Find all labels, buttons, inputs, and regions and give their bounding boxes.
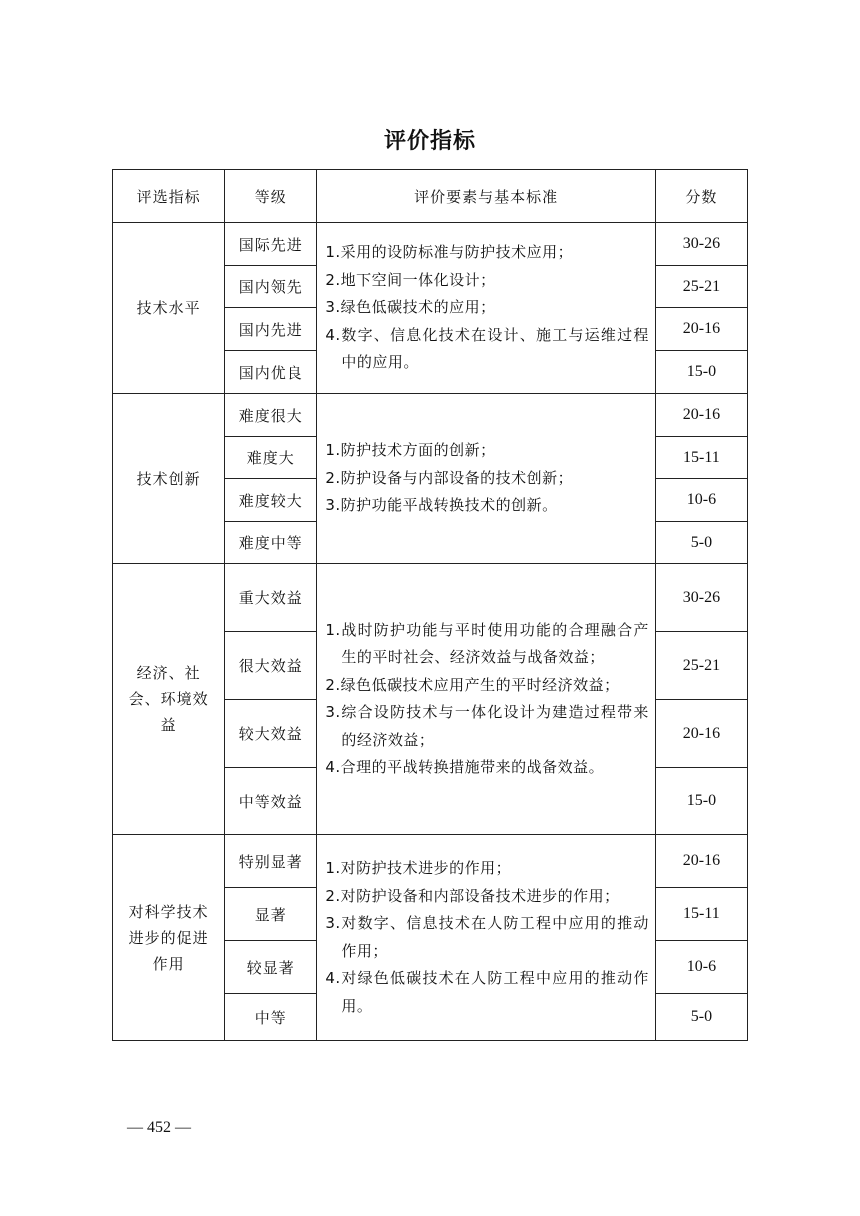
category-cell-technical-level: 技术水平 [113, 223, 225, 394]
level-cell: 重大效益 [225, 564, 317, 632]
header-category: 评选指标 [113, 170, 225, 223]
table-row [113, 223, 748, 266]
table-row [113, 394, 748, 437]
level-cell: 较显著 [225, 941, 317, 994]
criteria-item: 1.对防护技术进步的作用； [325, 859, 512, 877]
header-level: 等级 [225, 170, 317, 223]
level-cell: 难度较大 [225, 479, 317, 522]
criteria-item: 3.对数字、信息技术在人防工程中应用的推动作用； [325, 914, 649, 960]
level-cell: 难度很大 [225, 394, 317, 437]
level-cell: 特别显著 [225, 835, 317, 888]
score-cell: 20-16 [655, 835, 747, 888]
header-score: 分数 [655, 170, 747, 223]
criteria-item: 1.防护技术方面的创新； [325, 441, 496, 460]
level-cell: 难度中等 [225, 522, 317, 564]
evaluation-table [112, 169, 748, 1041]
criteria-item: 1.采用的设防标准与防护技术应用； [325, 243, 574, 262]
level-cell: 难度大 [225, 437, 317, 479]
criteria-item: 2.地下空间一体化设计； [325, 270, 496, 289]
page-title: 评价指标 [383, 129, 476, 154]
criteria-item: 3.防护功能平战转换技术的创新。 [325, 496, 558, 515]
criteria-item: 3.综合设防技术与一体化设计为建造过程带来的经济效益； [325, 703, 649, 749]
level-cell: 较大效益 [225, 700, 317, 768]
criteria-item: 4.合理的平战转换措施带来的战备效益。 [325, 758, 605, 776]
score-cell: 20-16 [655, 308, 747, 351]
level-cell: 中等 [225, 994, 317, 1041]
level-cell: 显著 [225, 888, 317, 941]
category-cell-progress: 对科学技术进步的促进作用 [113, 835, 225, 1041]
criteria-item: 4.数字、信息化技术在设计、施工与运维过程中的应用。 [325, 325, 649, 372]
score-cell: 10-6 [655, 479, 747, 522]
criteria-item: 2.对防护设备和内部设备技术进步的作用； [325, 886, 620, 905]
level-cell: 国内先进 [225, 308, 317, 351]
category-cell-technical-innovation: 技术创新 [113, 394, 225, 564]
level-cell: 国际先进 [225, 223, 317, 266]
table-row [113, 835, 748, 888]
criteria-cell-technical-innovation [317, 394, 656, 564]
level-cell: 国内领先 [225, 266, 317, 308]
score-cell: 20-16 [655, 394, 747, 437]
score-cell: 25-21 [655, 632, 747, 700]
criteria-item: 2.绿色低碳技术应用产生的平时经济效益； [325, 675, 620, 694]
score-cell: 20-16 [655, 700, 747, 768]
criteria-cell-benefits [317, 564, 656, 835]
score-cell: 25-21 [655, 266, 747, 308]
criteria-item: 2.防护设备与内部设备的技术创新； [325, 468, 574, 487]
criteria-cell-progress [317, 835, 656, 1041]
score-cell: 5-0 [655, 994, 747, 1041]
level-cell: 中等效益 [225, 768, 317, 835]
category-cell-benefits: 经济、社会、环境效益 [113, 564, 225, 835]
page-number: — 452 — [127, 1119, 191, 1136]
criteria-item: 3.绿色低碳技术的应用； [325, 298, 496, 317]
score-cell: 30-26 [655, 223, 747, 266]
score-cell: 30-26 [655, 564, 747, 632]
score-cell: 15-11 [655, 437, 747, 479]
score-cell: 5-0 [655, 522, 747, 564]
table-header-row [113, 170, 748, 223]
score-cell: 15-11 [655, 888, 747, 941]
criteria-item: 1.战时防护功能与平时使用功能的合理融合产生的平时社会、经济效益与战备效益； [325, 620, 649, 666]
score-cell: 10-6 [655, 941, 747, 994]
level-cell: 很大效益 [225, 632, 317, 700]
level-cell: 国内优良 [225, 351, 317, 394]
score-cell: 15-0 [655, 768, 747, 835]
criteria-cell-technical-level [317, 223, 656, 394]
table-row [113, 564, 748, 632]
score-cell: 15-0 [655, 351, 747, 394]
criteria-item: 4.对绿色低碳技术在人防工程中应用的推动作用。 [325, 969, 649, 1015]
header-criteria: 评价要素与基本标准 [317, 170, 656, 223]
